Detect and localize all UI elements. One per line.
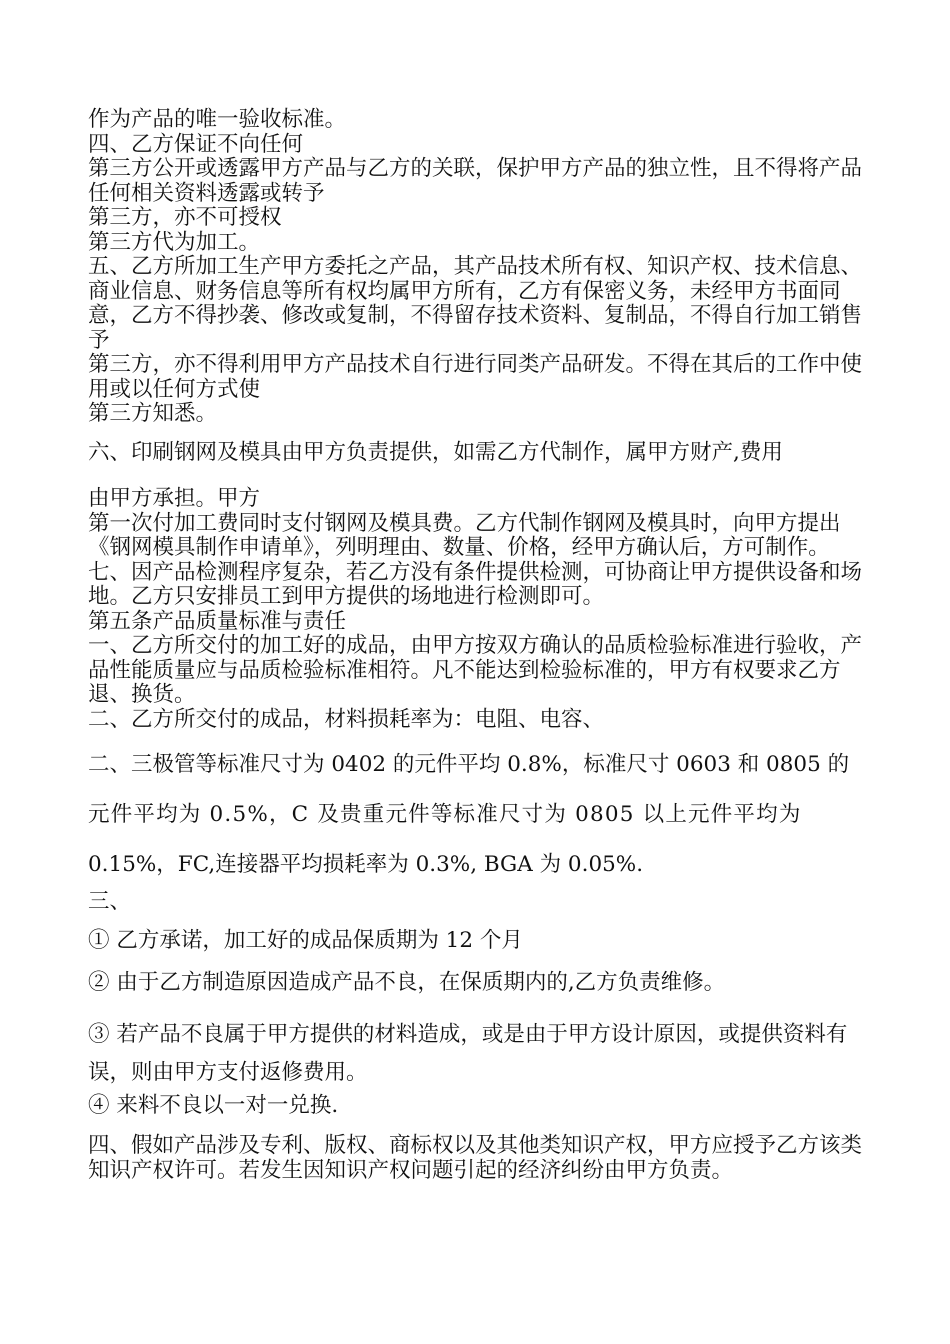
quality-clause-4-ip: 四、假如产品涉及专利、版权、商标权以及其他类知识产权，甲方应授予乙方该类知识产权许可。若发生因知识产权问题引起的经济纠纷由甲方负责。 (88, 1133, 863, 1183)
clause-4-heading: 四、乙方保证不向任何 (88, 131, 304, 157)
paragraph-acceptance-standard: 作为产品的唯一验收标准。 (88, 107, 347, 132)
paragraph-no-authorization: 第三方，亦不可授权 (88, 205, 282, 230)
article-5-heading: 第五条产品质量标准与责任 (88, 608, 347, 634)
paragraph-third-party: 第三方知悉。 (88, 401, 218, 426)
paragraph-stencil-fee: 第一次付加工费同时支付钢网及模具费。乙方代制作钢网及模具时，向甲方提出《钢网模具制作申请单》，列明理由、数量、价格，经甲方确认后，方可制作。 (88, 510, 841, 560)
clause-7-inspection: 七、因产品检测程序复杂，若乙方没有条件提供检测，可协商让甲方提供设备和场地。乙方只安排员工到甲方提供的场地进行检测即可。 (88, 559, 863, 609)
loss-rate-block (88, 742, 863, 888)
paragraph-party-a-cost: 由甲方承担。甲方 (88, 486, 261, 511)
clause-6-stencil: 六、印刷钢网及模具由甲方负责提供，如需乙方代制作，属甲方财产,费用 (88, 439, 783, 465)
quality-clause-1: 一、乙方所交付的加工好的成品，由甲方按双方确认的品质检验标准进行验收，产品性能质量应与品质检验标准相符。凡不能达到检验标准的，甲方有权要求乙方退、换货。 (88, 633, 863, 707)
document-page (88, 108, 863, 1183)
warranty-item-2: ② 由于乙方制造原因造成产品不良，在保质期内的,乙方负责维修。 (88, 970, 726, 995)
loss-rate-line-2: 元件平均为 0.5%，C 及贵重元件等标准尺寸为 0805 以上元件平均为 (88, 802, 802, 827)
quality-clause-2: 二、乙方所交付的成品，材料损耗率为：电阻、电容、 (88, 706, 605, 732)
loss-rate-line-3: 0.15%，FC,连接器平均损耗率为 0.3%, BGA 为 0.05%. (88, 852, 644, 877)
warranty-item-4: ④ 来料不良以一对一兑换. (88, 1092, 339, 1118)
warranty-item-1: ① 乙方承诺，加工好的成品保质期为 12 个月 (88, 927, 523, 953)
loss-rate-line-1: 二、三极管等标准尺寸为 0402 的元件平均 0.8%，标准尺寸 0603 和 0805 的 (88, 752, 850, 777)
quality-clause-3-heading: 三、 (88, 889, 132, 914)
warranty-item-3: ③ 若产品不良属于甲方提供的材料造成，或是由于甲方设计原因，或提供资料有误，则由甲方支付返修费用。 (88, 1021, 848, 1085)
paragraph-no-subcontract: 第三方代为加工。 (88, 229, 261, 255)
paragraph-confidentiality: 第三方公开或透露甲方产品与乙方的关联，保护甲方产品的独立性，且不得将产品任何相关资料透露或转予 (88, 156, 863, 206)
paragraph-no-research: 第三方，亦不得利用甲方产品技术自行进行同类产品研发。不得在其后的工作中使用或以任何方式使 (88, 352, 863, 402)
clause-5-ownership: 五、乙方所加工生产甲方委托之产品，其产品技术所有权、知识产权、技术信息、商业信息、财务信息等所有权均属甲方所有，乙方有保密义务，未经甲方书面同意，乙方不得抄袭、修改或复制，不得留存技术资料、复制品，不得自行加工销售予 (88, 254, 863, 353)
